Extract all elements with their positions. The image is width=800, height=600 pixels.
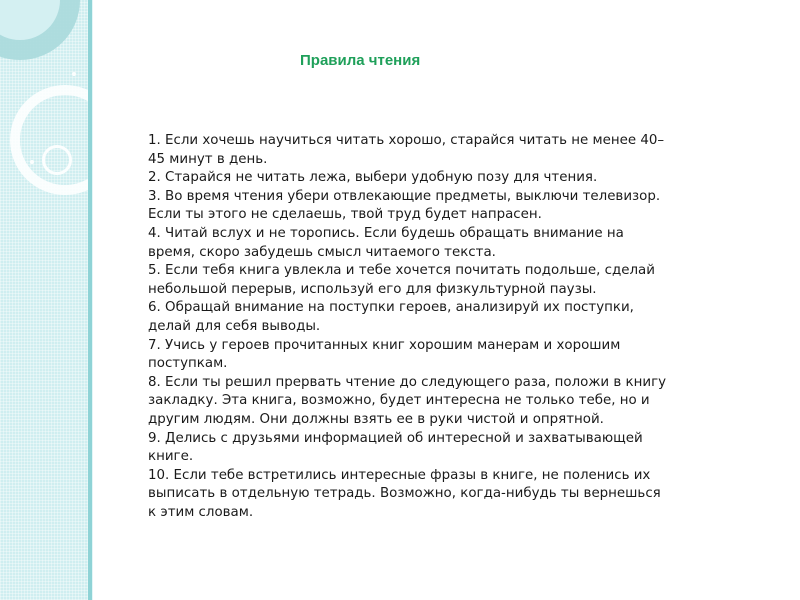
rule-item: 7. Учись у героев прочитанных книг хорошим манерам и хорошим поступкам. xyxy=(148,337,621,372)
rule-item: 5. Если тебя книга увлекла и тебе хочется почитать подольше, сделай небольшой перерыв, используй его для физкультурной паузы. xyxy=(148,263,655,297)
decorative-ring-small xyxy=(42,145,72,175)
rule-item: 9. Делись с друзьями информацией об интересной и захватывающей книге. xyxy=(148,430,643,465)
rule-item: 4. Читай вслух и не торопись. Если будешь обращать внимание на время, скоро забудешь смысл читаемого текста. xyxy=(148,225,624,260)
rule-item: 2. Старайся не читать лежа, выбери удобную позу для чтения. xyxy=(148,170,598,186)
rule-item: 6. Обращай внимание на поступки героев, анализируй их поступки, делай для себя выводы. xyxy=(148,300,634,334)
decorative-dot xyxy=(72,72,76,76)
rule-item: 8. Если ты решил прервать чтение до следующего раза, положи в книгу закладку. Эта книга, возможно, будет интересна не только тебе, но и другим людям. Они должны взять ее в руки чистой и опрятной. xyxy=(148,374,667,427)
decorative-side-panel xyxy=(0,0,88,600)
decorative-ring-large xyxy=(10,85,88,195)
side-panel-border-highlight xyxy=(92,0,93,600)
rules-list xyxy=(148,132,778,522)
decorative-dot xyxy=(30,160,34,164)
rule-item: 10. Если тебе встретились интересные фразы в книге, не поленись их выписать в отдельную тетрадь. Возможно, когда-нибудь ты вернешься к этим словам. xyxy=(148,467,661,520)
rule-item: 3. Во время чтения убери отвлекающие предметы, выключи телевизор. Если ты этого не сделаешь, твой труд будет напрасен. xyxy=(148,188,661,223)
rule-item: 1. Если хочешь научиться читать хорошо, старайся читать не менее 40– 45 минут в день. xyxy=(148,133,665,167)
slide-title: Правила чтения xyxy=(300,52,421,69)
